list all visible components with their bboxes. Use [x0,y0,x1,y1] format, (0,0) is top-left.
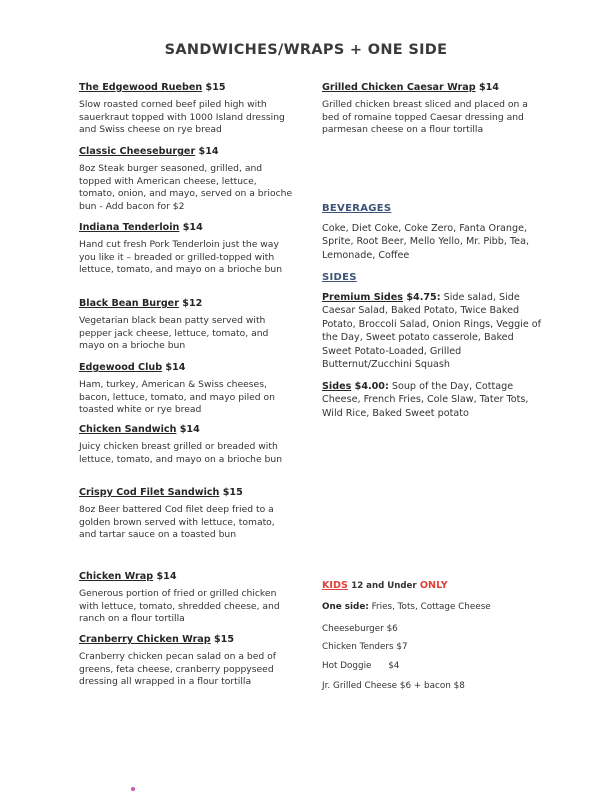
sides-heading: SIDES [322,272,357,283]
item-name: Grilled Chicken Caesar Wrap [322,82,476,93]
item-name: Edgewood Club [79,362,163,373]
menu-item-cheeseburger [79,146,294,213]
kids-item: Hot Doggie $4 [322,661,400,671]
item-description: Ham, turkey, American & Swiss cheeses, bacon, lettuce, tomato, and mayo piled on toasted white or rye bread [79,379,275,416]
premium-sides-price: $4.75: [406,292,441,303]
menu-item-edgewood-club [79,362,294,417]
item-name: Chicken Wrap [79,571,154,582]
item-name: Cranberry Chicken Wrap [79,634,211,645]
item-price: $15 [222,487,243,498]
kids-heading-only: ONLY [419,580,448,591]
premium-sides [322,291,542,371]
item-name: The Edgewood Rueben [79,82,203,93]
regular-sides-price: $4.00: [354,381,389,392]
menu-title: SANDWICHES/WRAPS + ONE SIDE [164,42,448,58]
item-price: $14 [478,82,499,93]
scan-mark [131,787,135,791]
menu-item-caesar-wrap [322,82,542,137]
item-name: Indiana Tenderloin [79,222,180,233]
beverages-heading: BEVERAGES [322,203,392,214]
item-description: Slow roasted corned beef piled high with sauerkraut topped with 1000 Island dressing and Swiss cheese on rye bread [79,99,285,136]
right-column [322,0,542,792]
regular-sides-label: Sides [322,381,352,392]
regular-sides [322,380,542,420]
item-price: $14 [165,362,186,373]
regular-sides-text: Soup of the Day, Cottage Cheese, French Fries, Cole Slaw, Tater Tots, Wild Rice, Baked Sweet potato [322,381,529,419]
premium-sides-text: Side salad, Side Caesar Salad, Baked Potato, Twice Baked Potato, Broccoli Salad, Onion Rings, Veggie of the Day, Sweet potato casserole, Baked Sweet Potato-Loaded, Grilled Butternut/Zucchini Squash [322,292,542,371]
item-price: $15 [213,634,235,645]
item-name: Black Bean Burger [79,298,179,309]
item-description: Juicy chicken breast grilled or breaded with lettuce, tomato, and mayo on a brioche bun [79,441,283,465]
item-price: $15 [205,82,226,93]
menu-item-chicken-wrap [79,571,294,626]
menu-item-rueben [79,82,294,137]
menu-item-black-bean-burger [79,298,294,353]
item-price: $14 [179,424,200,435]
menu-item-cod-filet [79,487,294,542]
left-column [79,0,294,792]
kids-item: Jr. Grilled Cheese $6 + bacon $8 [322,681,465,691]
kids-one-side [322,602,491,612]
menu-item-chicken-sandwich [79,424,294,466]
kids-heading-age: 12 and Under [351,581,417,591]
item-description: Generous portion of fried or grilled chicken with lettuce, tomato, shredded cheese, and ranch on a flour tortilla [79,588,280,625]
menu-item-cranberry-wrap [79,634,294,689]
item-price: $14 [182,222,203,233]
kids-item: Chicken Tenders $7 [322,642,408,652]
item-description: Vegetarian black bean patty served with pepper jack cheese, lettuce, tomato, and mayo on a brioche bun [79,315,269,352]
item-description: 8oz Beer battered Cod filet deep fried to a golden brown served with lettuce, tomato, and tartar sauce on a toasted bun [79,504,275,541]
item-price: $14 [198,146,219,157]
item-description: Grilled chicken breast sliced and placed on a bed of romaine topped Caesar dressing and parmesan cheese on a flour tortilla [322,99,528,136]
kids-item: Cheeseburger $6 [322,624,398,634]
kids-heading-kids: KIDS [322,580,348,591]
kids-one-side-label: One side: [322,602,369,612]
kids-one-side-text: Fries, Tots, Cottage Cheese [371,602,491,612]
item-price: $14 [156,571,177,582]
kids-heading [322,580,448,591]
item-description: 8oz Steak burger seasoned, grilled, and topped with American cheese, lettuce, tomato, onion, and mayo, served on a brioche bun - Add bacon for $2 [79,163,293,212]
beverages-list: Coke, Diet Coke, Coke Zero, Fanta Orange, Sprite, Root Beer, Mello Yello, Mr. Pibb, Tea, Lemonade, Coffee [322,223,530,261]
item-name: Classic Cheeseburger [79,146,196,157]
item-price: $12 [182,298,203,309]
item-name: Chicken Sandwich [79,424,177,435]
item-description: Cranberry chicken pecan salad on a bed of greens, feta cheese, cranberry poppyseed dressing all wrapped in a flour tortilla [79,651,277,688]
item-description: Hand cut fresh Pork Tenderloin just the way you like it – breaded or grilled-topped with lettuce, tomato, and mayo on a brioche bun [79,239,283,276]
menu-item-tenderloin [79,222,294,277]
item-name: Crispy Cod Filet Sandwich [79,487,220,498]
premium-sides-label: Premium Sides [322,292,404,303]
